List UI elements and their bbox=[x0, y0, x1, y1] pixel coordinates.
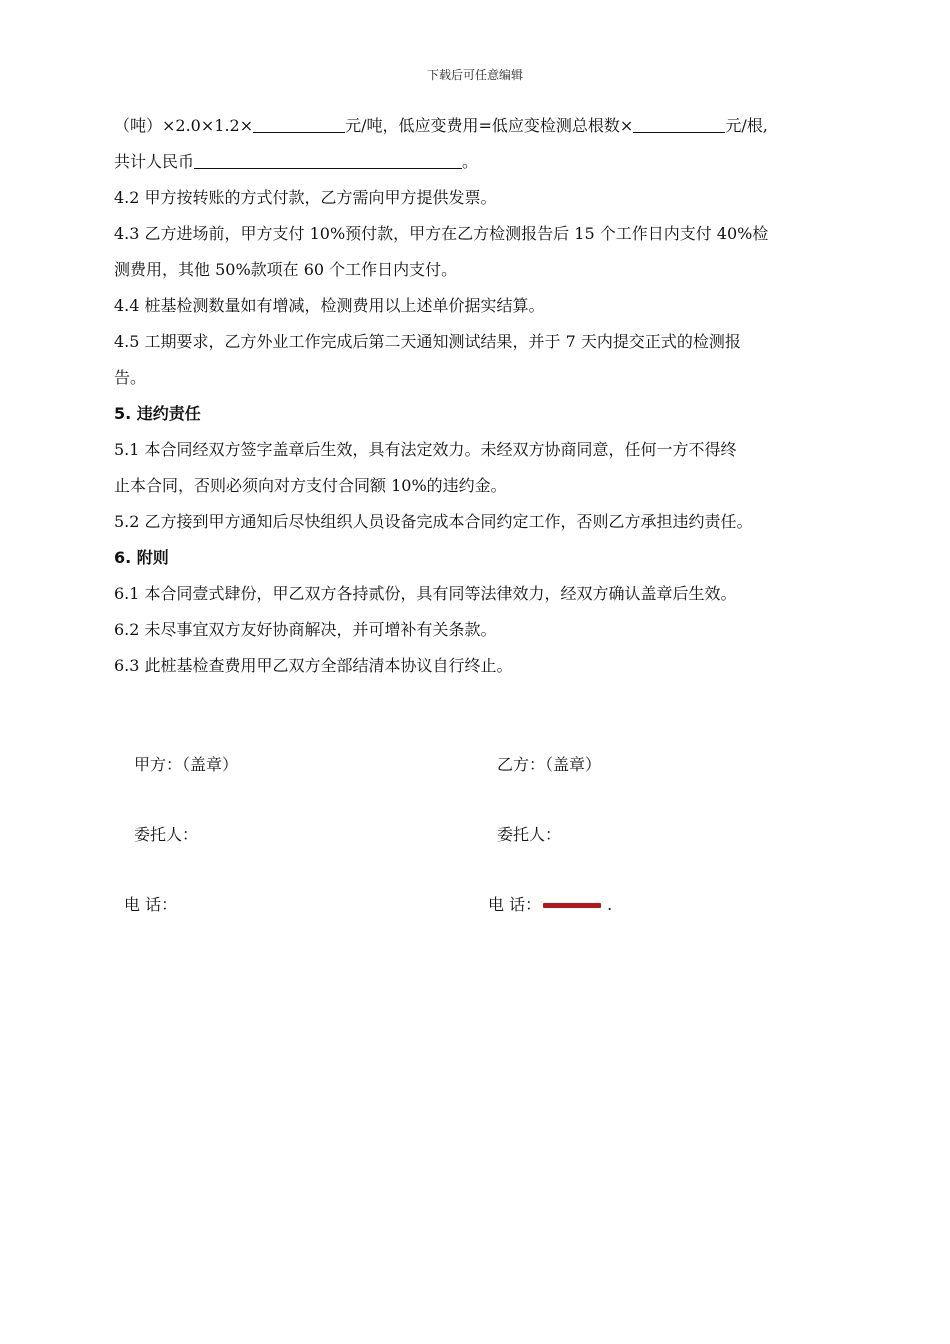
party-b-agent: 委托人： bbox=[497, 825, 562, 844]
blank-unit-price-ton[interactable] bbox=[253, 114, 345, 133]
section-6-heading: 6. 附则 bbox=[114, 548, 169, 567]
total-end: 。 bbox=[462, 152, 479, 171]
clause-6-3: 6.3 此桩基检查费用甲乙双方全部结清本协议自行终止。 bbox=[114, 656, 513, 675]
party-b-phone-label: 电 话： bbox=[488, 895, 542, 914]
page-header: 下载后可任意编辑 bbox=[426, 68, 523, 82]
fee-formula-line bbox=[114, 108, 866, 144]
clause-4-2: 4.2 甲方按转账的方式付款，乙方需向甲方提供发票。 bbox=[114, 188, 497, 207]
party-b-phone-row bbox=[488, 892, 612, 915]
clause-4-5-line-2: 告。 bbox=[114, 368, 147, 387]
phone-end-mark: . bbox=[607, 895, 613, 914]
redaction-mark bbox=[543, 903, 601, 908]
section-5-heading: 5. 违约责任 bbox=[114, 404, 201, 423]
party-a-agent: 委托人： bbox=[134, 825, 199, 844]
clause-4-3-line-1: 4.3 乙方进场前，甲方支付 10%预付款，甲方在乙方检测报告后 15 个工作日内支付 40%检 bbox=[114, 224, 769, 243]
contract-body bbox=[114, 108, 866, 684]
blank-total-amount[interactable] bbox=[194, 150, 462, 169]
clause-5-2: 5.2 乙方接到甲方通知后尽快组织人员设备完成本合同约定工作，否则乙方承担违约责任。 bbox=[114, 512, 753, 531]
party-a-seal: 甲方：（盖章） bbox=[134, 755, 239, 774]
clause-5-1-line-1: 5.1 本合同经双方签字盖章后生效，具有法定效力。未经双方协商同意，任何一方不得终 bbox=[114, 440, 737, 459]
clause-4-5-line-1: 4.5 工期要求，乙方外业工作完成后第二天通知测试结果，并于 7 天内提交正式的检测报 bbox=[114, 332, 741, 351]
total-label: 共计人民币 bbox=[114, 152, 195, 171]
clause-6-1: 6.1 本合同壹式肆份，甲乙双方各持贰份，具有同等法律效力，经双方确认盖章后生效。 bbox=[114, 584, 737, 603]
clause-6-2: 6.2 未尽事宜双方友好协商解决，并可增补有关条款。 bbox=[114, 620, 497, 639]
formula-part-3: 元/根, bbox=[725, 116, 768, 135]
total-amount-line bbox=[114, 144, 866, 180]
formula-part-2: 元/吨，低应变费用=低应变检测总根数× bbox=[345, 116, 634, 135]
party-b-seal: 乙方：（盖章） bbox=[497, 755, 602, 774]
clause-4-3-line-2: 测费用，其他 50%款项在 60 个工作日内支付。 bbox=[114, 260, 458, 279]
formula-part-1: （吨）×2.0×1.2× bbox=[114, 116, 254, 135]
party-a-phone: 电 话： bbox=[124, 895, 178, 914]
clause-4-4: 4.4 桩基检测数量如有增减，检测费用以上述单价据实结算。 bbox=[114, 296, 545, 315]
blank-unit-price-pile[interactable] bbox=[633, 114, 725, 133]
clause-5-1-line-2: 止本合同，否则必须向对方支付合同额 10%的违约金。 bbox=[114, 476, 507, 495]
